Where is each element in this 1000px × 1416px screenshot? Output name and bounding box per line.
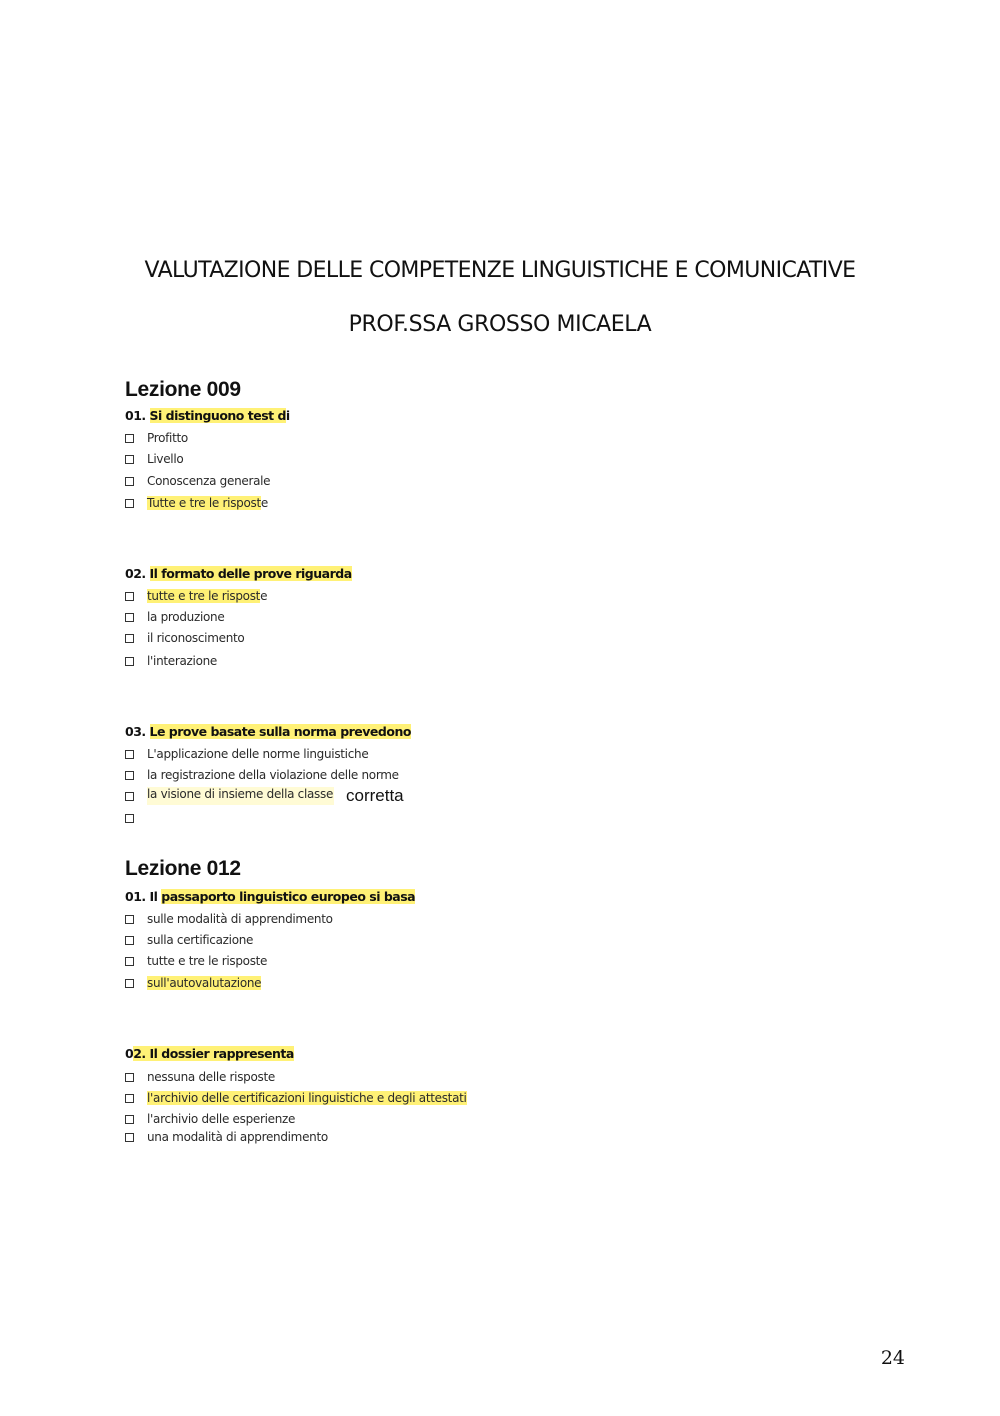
checkbox-icon[interactable] [125, 1094, 134, 1103]
checkbox-icon[interactable] [125, 814, 134, 823]
question-text-tail: i [285, 408, 290, 423]
question-number: 01. Il [125, 889, 162, 904]
checkbox-icon[interactable] [125, 499, 134, 508]
question-text-highlighted: 2. Il dossier rappresenta [133, 1046, 294, 1061]
option-label [147, 975, 261, 991]
option-label [147, 1090, 467, 1106]
option-label: tutte e tre le risposte [147, 954, 268, 968]
question [125, 724, 411, 739]
option-label: la registrazione della violazione delle norme [147, 768, 399, 782]
question-number: 0 [125, 1046, 134, 1061]
option-text-tail: e [260, 496, 268, 510]
option-label: sulle modalità di apprendimento [147, 912, 333, 926]
document-title: VALUTAZIONE DELLE COMPETENZE LINGUISTICHE E COMUNICATIVE [144, 258, 856, 283]
question [125, 566, 352, 581]
question [125, 408, 290, 423]
option-label [147, 786, 334, 802]
lesson-title: Lezione 012 [125, 857, 241, 880]
question-number: 03. [125, 724, 150, 739]
checkbox-icon[interactable] [125, 1133, 134, 1142]
option-label: una modalità di apprendimento [147, 1130, 328, 1144]
option-label: l'interazione [147, 654, 218, 668]
correct-answer-note: corretta [346, 786, 404, 805]
option-text-tail: e [260, 589, 268, 603]
option-text-highlighted: la visione di insieme della classe [147, 787, 334, 805]
page-number: 24 [880, 1347, 905, 1369]
option-text-highlighted: Tutte e tre le rispost [147, 496, 261, 510]
option-label: l'archivio delle esperienze [147, 1112, 296, 1126]
checkbox-icon[interactable] [125, 750, 134, 759]
option-label: la produzione [147, 610, 225, 624]
document-author: PROF.SSA GROSSO MICAELA [348, 312, 652, 337]
question [125, 1046, 294, 1061]
checkbox-icon[interactable] [125, 1115, 134, 1124]
option-label: L'applicazione delle norme linguistiche [147, 747, 369, 761]
option-text-highlighted: tutte e tre le rispost [147, 589, 261, 603]
option-label: il riconoscimento [147, 631, 245, 645]
option-text-highlighted: sull'autovalutazione [147, 976, 262, 990]
option-text-highlighted: l'archivio delle certificazioni linguistiche e degli attestati [147, 1091, 467, 1105]
checkbox-icon[interactable] [125, 613, 134, 622]
checkbox-icon[interactable] [125, 957, 134, 966]
question-text-highlighted: Le prove basate sulla norma prevedono [149, 724, 411, 739]
checkbox-icon[interactable] [125, 771, 134, 780]
checkbox-icon[interactable] [125, 434, 134, 443]
option-label: Profitto [147, 431, 188, 445]
checkbox-icon[interactable] [125, 936, 134, 945]
checkbox-icon[interactable] [125, 634, 134, 643]
checkbox-icon[interactable] [125, 1073, 134, 1082]
option-label [147, 495, 268, 511]
checkbox-icon[interactable] [125, 455, 134, 464]
checkbox-icon[interactable] [125, 915, 134, 924]
question-number: 01. [125, 408, 150, 423]
option-label: Livello [147, 452, 184, 466]
checkbox-icon[interactable] [125, 979, 134, 988]
option-label [147, 588, 267, 604]
option-label: sulla certificazione [147, 933, 254, 947]
lesson-title: Lezione 009 [125, 378, 241, 401]
question-text-highlighted: Il formato delle prove riguarda [149, 566, 352, 581]
checkbox-icon[interactable] [125, 477, 134, 486]
question-text-highlighted: Si distinguono test d [149, 408, 286, 423]
checkbox-icon[interactable] [125, 592, 134, 601]
option-label: Conoscenza generale [147, 474, 271, 488]
question [125, 889, 415, 904]
question-text-highlighted: passaporto linguistico europeo si basa [161, 889, 416, 904]
question-number: 02. [125, 566, 150, 581]
option-label: nessuna delle risposte [147, 1070, 275, 1084]
checkbox-icon[interactable] [125, 792, 134, 801]
checkbox-icon[interactable] [125, 657, 134, 666]
